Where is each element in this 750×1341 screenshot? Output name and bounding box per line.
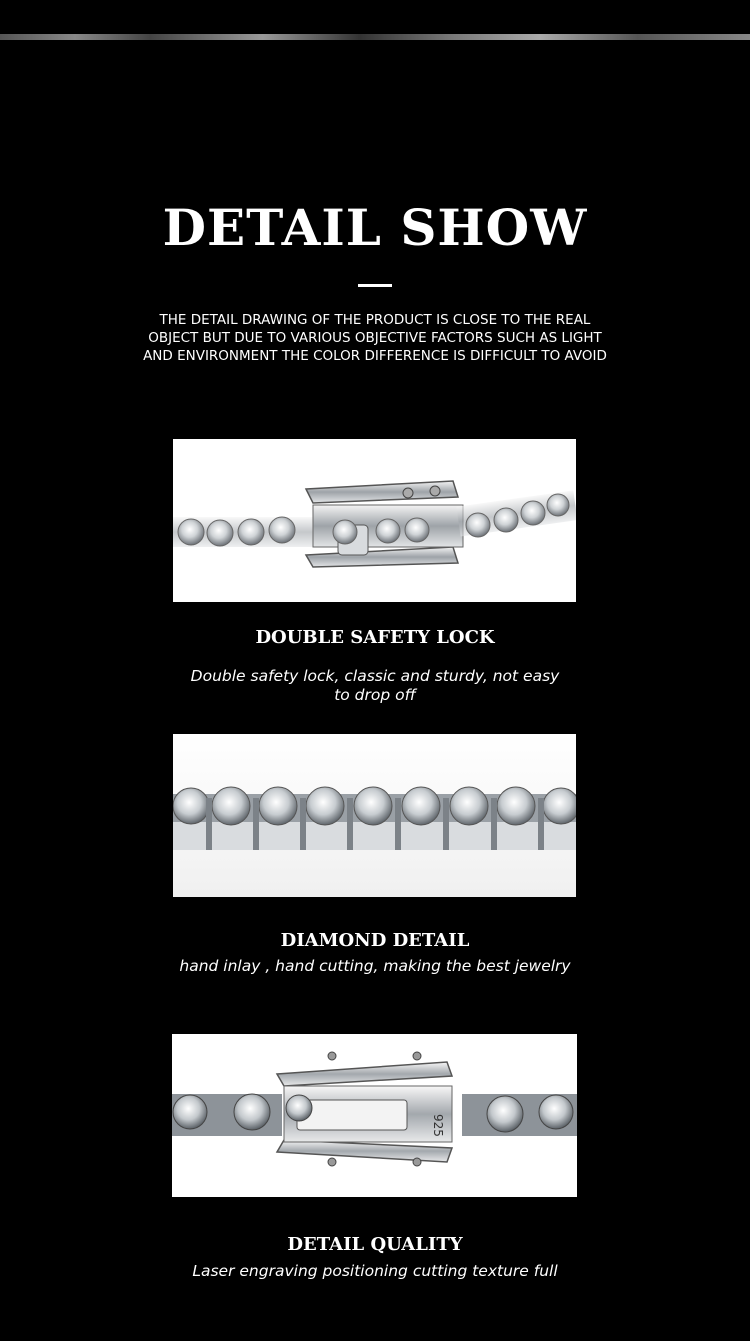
engraving-925: 925 (431, 1114, 445, 1137)
diamond-row-photo (173, 734, 576, 897)
diamond-chain-left (173, 517, 313, 547)
diamond-chain-right (462, 1094, 577, 1136)
section-caption-detail-quality: Laser engraving positioning cutting texture full (192, 1262, 558, 1280)
engraved-clasp-photo (172, 1034, 577, 1197)
title-divider (358, 284, 392, 287)
diamond-chain-right (456, 490, 576, 537)
section-heading-diamond-detail: DIAMOND DETAIL (280, 930, 470, 951)
section-caption-diamond-detail: hand inlay , hand cutting, making the best jewelry (179, 957, 571, 975)
intro-text: THE DETAIL DRAWING OF THE PRODUCT IS CLOSE TO THE REAL OBJECT BUT DUE TO VARIOUS OBJECTIVE FACTORS SUCH AS LIGHT AND ENVIRONMENT THE COLOR DIFFERENCE IS DIFFICULT TO AVOID (143, 312, 607, 364)
diamond-chain-left (172, 1094, 282, 1136)
bracelet-clasp-photo (173, 439, 576, 602)
top-image-strip (0, 34, 750, 40)
section-heading-safety-lock: DOUBLE SAFETY LOCK (255, 627, 495, 648)
section-caption-safety-lock: Double safety lock, classic and sturdy, not easy to drop off (190, 667, 560, 704)
diamond-row (173, 787, 576, 850)
engraved-clasp (277, 1052, 452, 1166)
page-title: DETAIL SHOW (162, 198, 588, 257)
clasp-lock (306, 481, 463, 567)
section-heading-detail-quality: DETAIL QUALITY (287, 1234, 463, 1255)
